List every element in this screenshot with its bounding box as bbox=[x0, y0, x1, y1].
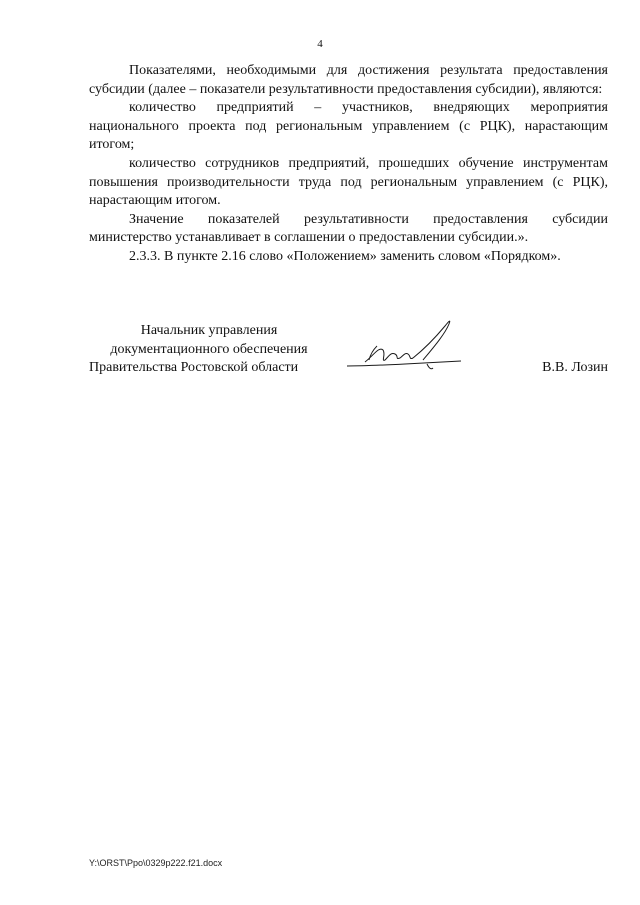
signer-name: В.В. Лозин bbox=[542, 360, 608, 375]
paragraph-indicator-enterprises: количество предприятий – участников, внедряющих мероприятия национального проекта под региональным управлением (с РЦК), нарастающим итогом; bbox=[89, 100, 608, 153]
paragraph-indicators-intro: Показателями, необходимыми для достижения результата предоставления субсидии (далее – показатели результативности предоставления субсидии), являются: bbox=[89, 63, 608, 97]
file-path: Y:\ORST\Ppo\0329p222.f21.docx bbox=[89, 858, 223, 868]
signature-block bbox=[89, 322, 608, 382]
document-body bbox=[89, 62, 608, 267]
paragraph-indicator-values: Значение показателей результативности предоставления субсидии министерство устанавливает в соглашении о предоставлении субсидии.». bbox=[89, 211, 608, 246]
signer-position-line-3: Правительства Ростовской области bbox=[89, 360, 299, 376]
paragraph-indicator-employees: количество сотрудников предприятий, прошедших обучение инструментам повышения производительности труда под региональным управлением (с РЦК), нарастающим итогом. bbox=[89, 155, 608, 209]
signer-position bbox=[89, 322, 329, 378]
handwritten-signature bbox=[345, 316, 465, 378]
signer-position-line-2: документационного обеспечения bbox=[110, 341, 308, 357]
paragraph-amendment-2-3-3: 2.3.3. В пункте 2.16 слово «Положением» заменить словом «Порядком». bbox=[129, 248, 561, 264]
signer-position-line-1: Начальник управления bbox=[140, 323, 278, 338]
page-number: 4 bbox=[317, 38, 323, 50]
